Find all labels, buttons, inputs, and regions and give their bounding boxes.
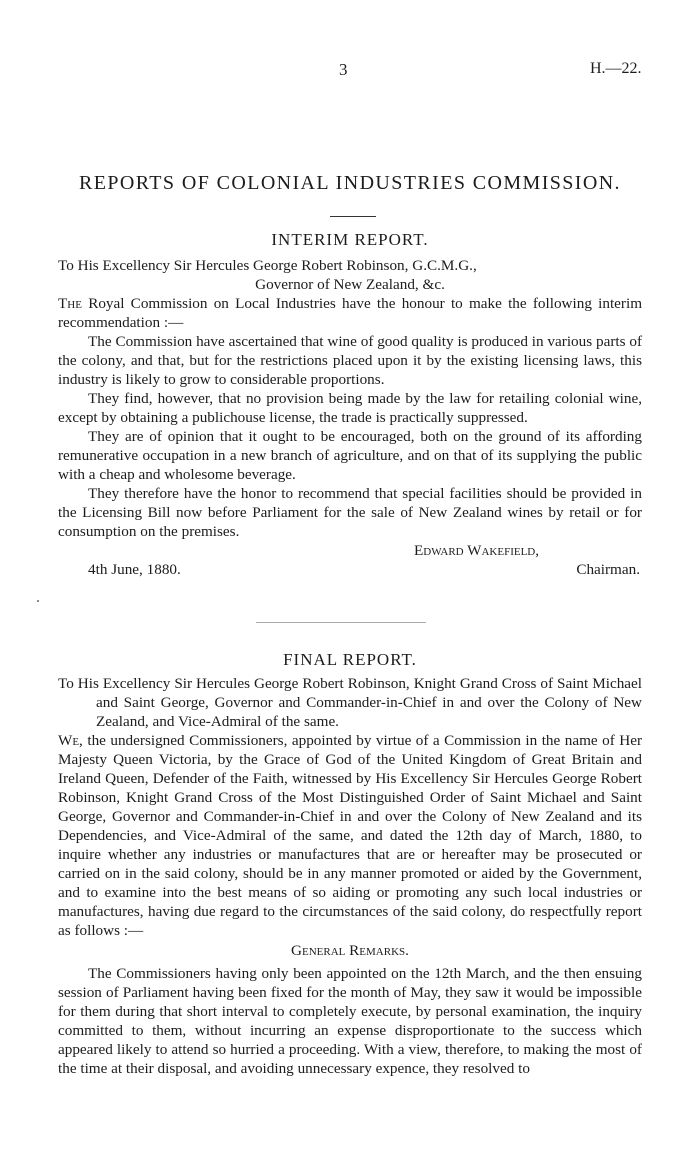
final-paragraph-2: The Commissioners having only been appointed on the 12th March, and the then ensuing session of Parliament having been fixed for the month of May, they saw it would be impossible for them during that short interval to completely execute, by personal examination, the inquiry committed to them, without incurring an expense disproportionate to the success which appeared likely to attend so hurried a proceeding. With a view, therefore, to making the most of the time at their disposal, and avoiding unnecessary expence, they resolved to	[58, 965, 642, 1077]
margin-mark	[37, 600, 39, 602]
final-report-body	[58, 674, 642, 1078]
interim-paragraph-5: They therefore have the honor to recommend that special facilities should be provided in the Licensing Bill now before Parliament for the sale of New Zealand wines by retail or for consumption on the premises.	[58, 485, 642, 540]
document-code: H.—22.	[590, 60, 642, 77]
interim-p1-lead: The	[58, 295, 82, 312]
interim-paragraph-1	[58, 294, 642, 332]
interim-report-body	[58, 256, 642, 579]
signature-line	[58, 541, 642, 560]
general-remarks-heading: General Remarks.	[291, 942, 409, 959]
title-divider	[330, 216, 376, 217]
interim-paragraph-2: The Commission have ascertained that wine of good quality is produced in various parts of the colony, and that, but for the restrictions placed upon it by the existing licensing laws, this industry is likely to grow to considerable proportions.	[58, 333, 642, 388]
interim-addressee-line2: Governor of New Zealand, &c.	[255, 276, 445, 293]
date-role-line	[58, 560, 642, 579]
interim-p1-text: Royal Commission on Local Industries have the honour to make the following interim recommendation :—	[58, 295, 643, 331]
final-p1-lead: We,	[58, 732, 83, 749]
interim-paragraph-3: They find, however, that no provision being made by the law for retailing colonial wine, except by obtaining a publichouse license, the trade is practically suppressed.	[58, 390, 642, 426]
interim-addressee-line1: To His Excellency Sir Hercules George Robert Robinson, G.C.M.G.,	[58, 257, 477, 274]
interim-paragraph-4: They are of opinion that it ought to be encouraged, both on the ground of its affording remunerative occupation in a new branch of agriculture, and on that of its supplying the public with a cheap and wholesome beverage.	[58, 428, 642, 483]
signatory-role: Chairman.	[576, 561, 640, 578]
final-p1-text: the undersigned Commissioners, appointed by virtue of a Commission in the name of Her Majesty Queen Victoria, by the Grace of God of the United Kingdom of Great Britain and Ireland Queen, Defender of the Faith, witnessed by His Excellency Sir Hercules George Robert Robinson, Knight Grand Cross of the Most Distinguished Order of Saint Michael and Saint George, Governor and Commander-in-Chief in and over the Colony of New Zealand and its Dependencies, and Vice-Admiral of the same, and dated the 12th day of March, 1880, to inquire whether any industries or manufactures that are or hereafter may be prosecuted or carried on in the said colony, should be in any manner promoted or aided by the Government, and to examine into the best means of so aiding or promoting any such local industries or manufactures, having due regard to the circumstances of the said colony, do respectfully report as follows :—	[58, 732, 642, 939]
signatory-name: Edward Wakefield,	[414, 542, 540, 559]
final-report-title: FINAL REPORT.	[283, 650, 417, 669]
page-number: 3	[339, 60, 348, 79]
report-date: 4th June, 1880.	[88, 561, 181, 578]
section-divider	[256, 622, 426, 623]
final-paragraph-1	[58, 731, 642, 940]
main-title: REPORTS OF COLONIAL INDUSTRIES COMMISSION.	[79, 172, 621, 194]
interim-report-title: INTERIM REPORT.	[271, 230, 429, 249]
final-addressee: To His Excellency Sir Hercules George Robert Robinson, Knight Grand Cross of Saint Michael and Saint George, Governor and Commander-in-Chief in and over the Colony of New Zealand, and Vice-Admiral of the same.	[58, 675, 642, 730]
